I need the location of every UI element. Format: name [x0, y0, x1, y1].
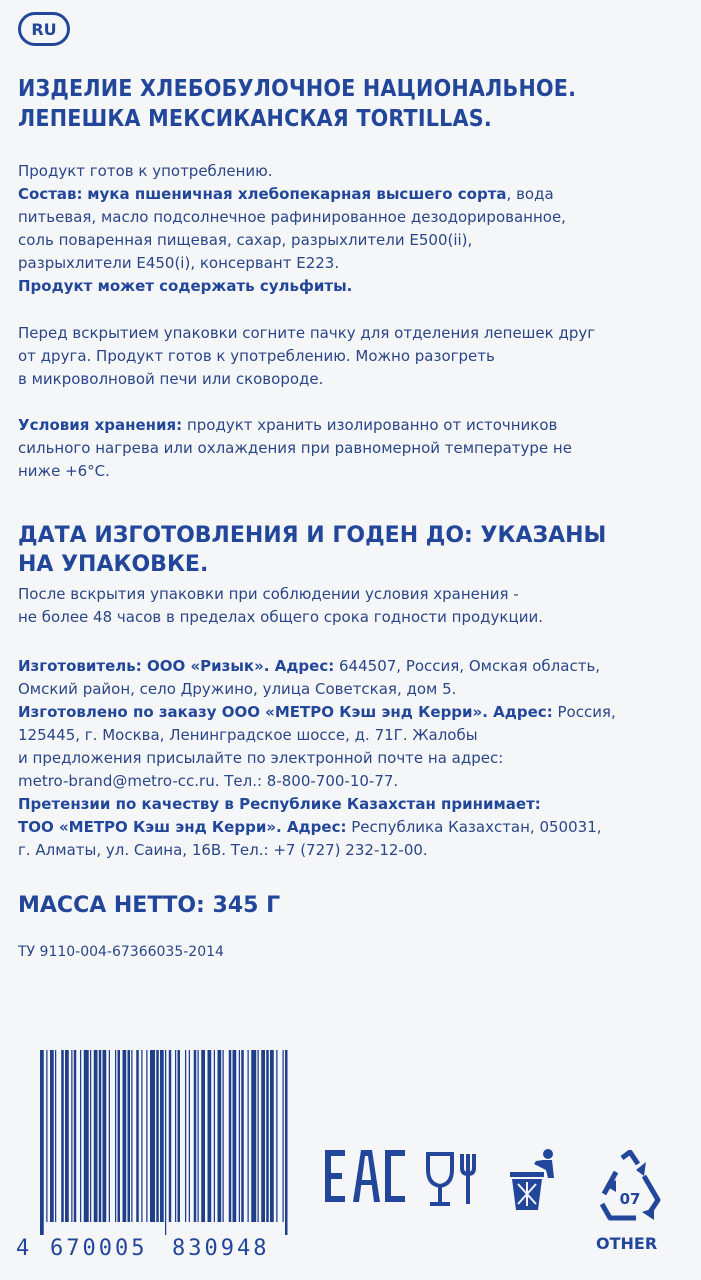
barcode-bar [185, 1050, 186, 1222]
manufacturer-line-2: Омский район, село Дружино, улица Советская, дом 5. [18, 680, 457, 698]
barcode-digits-group-2: 830948 [172, 1236, 270, 1261]
barcode-bar [46, 1050, 47, 1222]
barcode-bar [239, 1050, 240, 1222]
barcode-bar [74, 1050, 77, 1222]
ready-text: Продукт готов к употреблению. [18, 162, 273, 180]
barcode-bar [61, 1050, 64, 1222]
barcode-bar [150, 1050, 155, 1222]
ordered-by-address: Россия, [552, 703, 616, 721]
composition-line-4: разрыхлители Е450(i), консервант Е223. [18, 254, 340, 272]
usage-line-2: от друга. Продукт готов к употреблению. Можно разогреть [18, 347, 495, 365]
barcode-bar [241, 1050, 244, 1222]
composition-water: , вода [506, 185, 554, 203]
barcode-bar [131, 1050, 132, 1222]
claims-label: Претензии по качеству в Республике Казахстан принимает: [18, 795, 541, 813]
barcode-bar [218, 1050, 222, 1222]
barcode-bar [194, 1050, 197, 1222]
storage-label: Условия хранения: [18, 416, 183, 434]
food-contact-icon [424, 1150, 486, 1212]
barcode-bar [201, 1050, 205, 1222]
barcode-bar [189, 1050, 190, 1222]
composition-flour: мука пшеничная хлебопекарная высшего сорта [87, 185, 507, 203]
barcode-bar [258, 1050, 259, 1222]
barcode-bar [40, 1050, 44, 1235]
manufacturer-line-3 [18, 701, 688, 724]
barcode-bar [266, 1050, 269, 1222]
barcode-bar [270, 1050, 274, 1222]
usage-line-1: Перед вскрытием упаковки согните пачку для отделения лепешек друг [18, 324, 596, 342]
date-line-1: После вскрытия упаковки при соблюдении условия хранения - [18, 585, 519, 603]
storage-text-1: продукт хранить изолированно от источников [182, 416, 558, 434]
barcode-bar [223, 1050, 224, 1222]
barcode-bar [115, 1050, 116, 1222]
composition-block [18, 160, 688, 298]
composition-line-1 [18, 183, 688, 206]
barcode [40, 1050, 290, 1235]
date-block [18, 583, 688, 629]
barcode-bar [128, 1050, 131, 1222]
barcode-bar [156, 1050, 159, 1222]
barcode-bar [160, 1050, 164, 1222]
barcode-bar [84, 1050, 89, 1222]
manufacturer-address-1: 644507, Россия, Омская область, [334, 657, 601, 675]
date-line-2: не более 48 часов в пределах общего срока годности продукции. [18, 608, 543, 626]
barcode-bar [118, 1050, 121, 1222]
usage-line-3: в микроволновой печи или сковороде. [18, 370, 324, 388]
barcode-bar [80, 1050, 81, 1222]
manufacturer-line-5: и предложения присылайте по электронной почте на адрес: [18, 749, 504, 767]
tu-code: ТУ 9110-004-67366035-2014 [18, 944, 224, 960]
barcode-bar [285, 1050, 288, 1235]
barcode-bar [136, 1050, 139, 1222]
barcode-bar [208, 1050, 212, 1222]
barcode-bar [109, 1050, 110, 1222]
sulfites-warning [18, 275, 688, 298]
barcode-digits-group-1: 670005 [50, 1236, 148, 1261]
manufacturer-line-7 [18, 793, 688, 816]
storage-block [18, 414, 688, 483]
manufacturer-line-1 [18, 655, 688, 678]
language-badge: RU [18, 12, 70, 46]
barcode-bar [169, 1050, 172, 1222]
barcode-bar [99, 1050, 102, 1222]
barcode-bar [178, 1050, 181, 1222]
recycle-icon [596, 1150, 664, 1236]
kz-company-label: ТОО «МЕТРО Кэш энд Керри». Адрес: [18, 818, 347, 836]
barcode-bar [94, 1050, 98, 1222]
barcode-bar [50, 1050, 54, 1222]
recycle-code: 07 [619, 1190, 641, 1208]
manufacturer-line-8 [18, 816, 688, 839]
date-heading [18, 521, 688, 579]
composition-line-2: питьевая, масло подсолнечное рафинированное дезодорированное, [18, 208, 566, 226]
net-weight: МАССА НЕТТО: 345 Г [18, 893, 281, 918]
barcode-digit-first: 4 [16, 1236, 30, 1261]
title-line-1: ИЗДЕЛИЕ ХЛЕБОБУЛОЧНОЕ НАЦИОНАЛЬНОЕ. [18, 76, 577, 102]
manufacturer-line-6: metro-brand@metro-cc.ru. Тел.: 8-800-700-10-77. [18, 772, 399, 790]
ordered-by-label: Изготовлено по заказу ООО «МЕТРО Кэш энд Керри». Адрес: [18, 703, 553, 721]
storage-line-2: сильного нагрева или охлаждения при равномерной температуре не [18, 439, 572, 457]
usage-block [18, 322, 688, 391]
manufacturer-line-4: 125445, г. Москва, Ленинградское шоссе, д. 71Г. Жалобы [18, 726, 478, 744]
date-heading-line-2: НА УПАКОВКЕ. [18, 552, 209, 577]
storage-line-1 [18, 414, 688, 437]
product-title [18, 74, 688, 134]
barcode-bar [251, 1050, 256, 1222]
manufacturer-label: Изготовитель: ООО «Ризык». Адрес: [18, 657, 335, 675]
recycle-label: OTHER [596, 1234, 658, 1253]
barcode-bar [71, 1050, 72, 1222]
trash-bin-icon [508, 1148, 566, 1220]
barcode-bar [55, 1050, 56, 1222]
eac-mark-icon [325, 1150, 407, 1206]
composition-label: Состав: [18, 185, 83, 203]
barcode-bar [146, 1050, 147, 1222]
barcode-bar [229, 1050, 232, 1222]
barcode-bar [165, 1050, 166, 1235]
storage-line-3: ниже +6°С. [18, 462, 110, 480]
barcode-bar [90, 1050, 91, 1222]
sulfites-text: Продукт может содержать сульфиты. [18, 277, 353, 295]
barcode-bar [261, 1050, 265, 1222]
barcode-bar [123, 1050, 127, 1222]
barcode-bar [283, 1050, 284, 1222]
kz-address: Республика Казахстан, 050031, [346, 818, 602, 836]
barcode-bar [141, 1050, 142, 1222]
barcode-bar [233, 1050, 237, 1222]
date-heading-line-1: ДАТА ИЗГОТОВЛЕНИЯ И ГОДЕН ДО: УКАЗАНЫ [18, 523, 607, 548]
barcode-bar [248, 1050, 249, 1222]
barcode-bar [103, 1050, 107, 1222]
barcode-bar [65, 1050, 69, 1222]
manufacturer-block [18, 655, 688, 862]
title-line-2: ЛЕПЕШКА МЕКСИКАНСКАЯ TORTILLAS. [18, 106, 492, 132]
barcode-bar [198, 1050, 199, 1222]
barcode-bar [276, 1050, 277, 1222]
barcode-bar [175, 1050, 176, 1222]
composition-line-3: соль поваренная пищевая, сахар, разрыхлители Е500(ii), [18, 231, 473, 249]
manufacturer-line-9: г. Алматы, ул. Саина, 16В. Тел.: +7 (727) 232-12-00. [18, 841, 428, 859]
barcode-bar [214, 1050, 215, 1222]
